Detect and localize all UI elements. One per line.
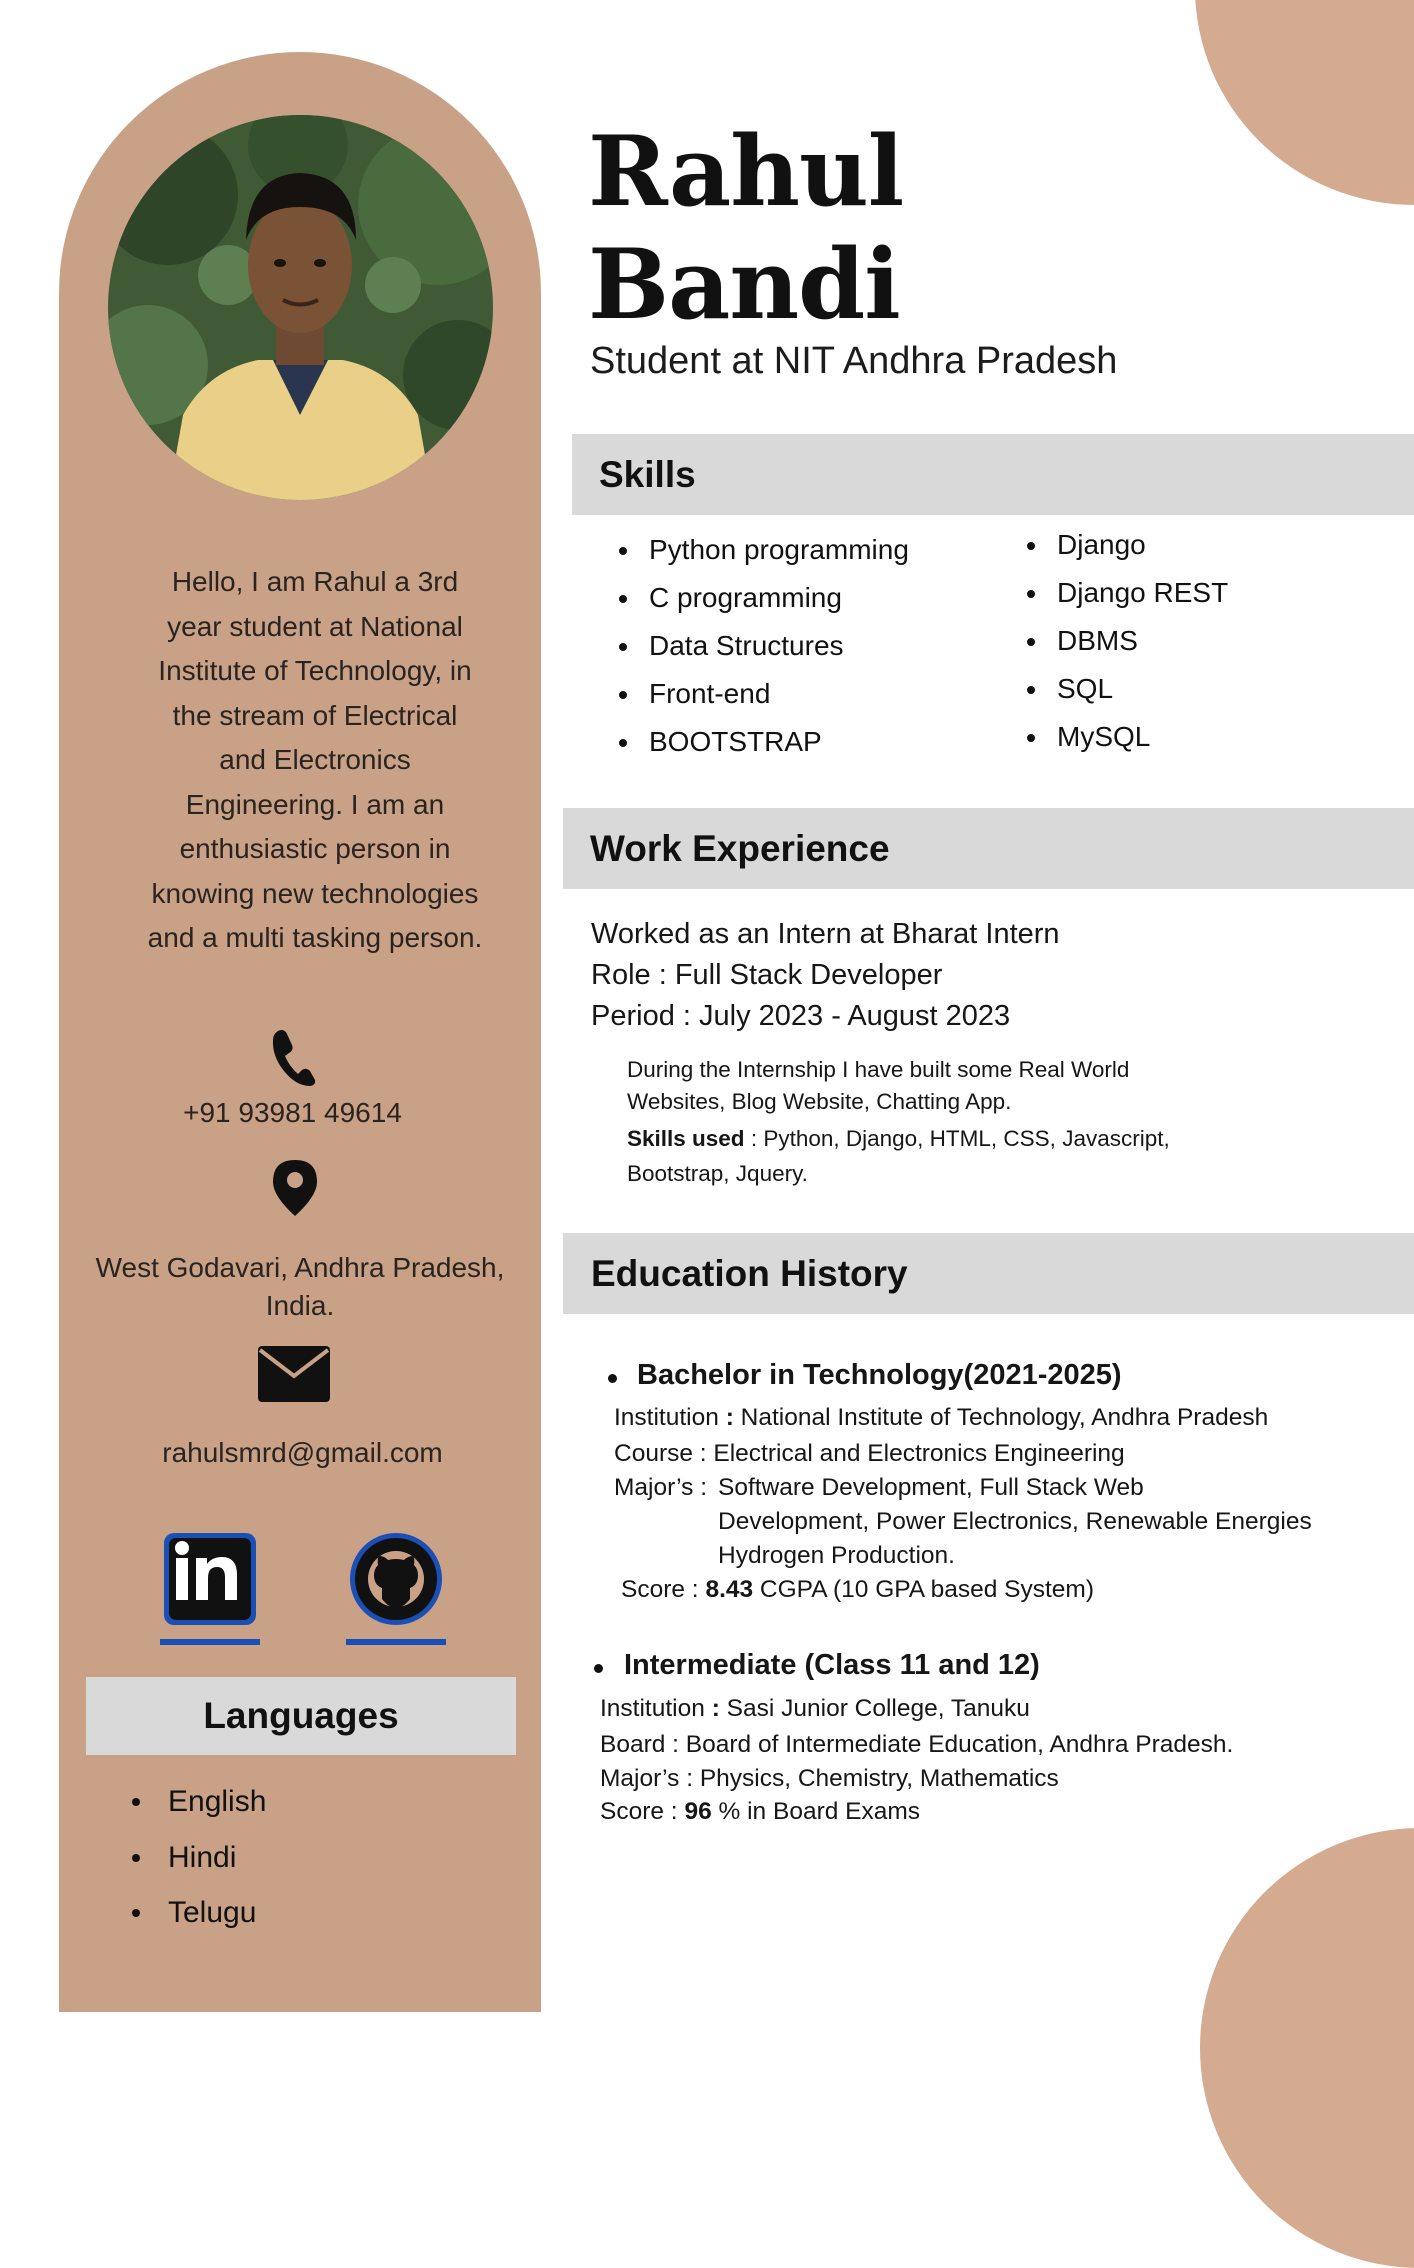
skill-item: Front-end <box>649 674 909 722</box>
work-period: Period : July 2023 - August 2023 <box>591 1000 1011 1032</box>
btech-title: Bachelor in Technology(2021-2025) <box>637 1359 1122 1391</box>
skill-item: BOOTSTRAP <box>649 722 909 770</box>
languages-list <box>168 1780 266 1947</box>
btech-majors: Hydrogen Production. <box>718 1542 955 1569</box>
profile-photo <box>108 115 493 500</box>
value: 8.43 <box>705 1576 754 1603</box>
education-heading <box>563 1233 1414 1314</box>
work-experience-title: Work Experience <box>590 828 890 869</box>
work-skills-used <box>627 1126 1170 1152</box>
about-line: Engineering. I am an <box>185 788 445 820</box>
work-position: Worked as an Intern at Bharat Intern <box>591 918 1060 950</box>
btech-institution <box>614 1404 1268 1432</box>
skill-item: Python programming <box>649 530 909 578</box>
language-item: Hindi <box>168 1836 266 1892</box>
btech-majors-label: Major’s : <box>614 1474 708 1501</box>
work-role: Role : Full Stack Developer <box>591 959 943 991</box>
skills-list-right <box>1057 525 1228 765</box>
about-line: the stream of Electrical <box>172 699 458 731</box>
linkedin-icon <box>160 1533 260 1633</box>
bullet <box>594 1664 603 1673</box>
location-pin-icon <box>273 1160 317 1216</box>
about-line: Institute of Technology, in <box>158 655 472 686</box>
skill-item: DBMS <box>1057 621 1228 669</box>
label: Score : <box>621 1576 706 1603</box>
btech-majors: Development, Power Electronics, Renewable Energies <box>718 1508 1312 1535</box>
label: Institution <box>614 1404 726 1431</box>
intermediate-majors: Major’s : Physics, Chemistry, Mathematics <box>600 1765 1059 1792</box>
language-item: Telugu <box>168 1891 266 1947</box>
intermediate-score <box>600 1798 920 1826</box>
skills-heading <box>572 434 1414 515</box>
languages-heading: Languages <box>86 1677 516 1755</box>
about-text <box>130 560 500 961</box>
intermediate-title: Intermediate (Class 11 and 12) <box>624 1649 1040 1681</box>
skill-item: C programming <box>649 578 909 626</box>
btech-course: Course : Electrical and Electronics Engineering <box>614 1440 1125 1467</box>
value: Sasi Junior College, Tanuku <box>719 1695 1030 1722</box>
about-line: and a multi tasking person. <box>147 922 483 953</box>
skill-item: MySQL <box>1057 717 1228 765</box>
work-description: Websites, Blog Website, Chatting App. <box>627 1089 1012 1114</box>
corner-decoration-bottom <box>1200 1828 1414 2268</box>
intermediate-institution <box>600 1695 1030 1723</box>
colon: : <box>711 1695 720 1722</box>
about-line: enthusiastic person in <box>179 833 451 864</box>
about-line: knowing new technologies <box>151 877 479 909</box>
email-address[interactable]: rahulsmrd@gmail.com <box>162 1437 443 1468</box>
first-name: Rahul <box>588 115 904 228</box>
education-title: Education History <box>591 1253 908 1294</box>
github-icon <box>346 1533 446 1633</box>
work-description: During the Internship I have built some Real World <box>627 1057 1130 1082</box>
work-skills-value: : Python, Django, HTML, CSS, Javascript, <box>744 1126 1170 1151</box>
skill-item: SQL <box>1057 669 1228 717</box>
work-skills-label: Skills used <box>627 1126 745 1151</box>
location-line: West Godavari, Andhra Pradesh, <box>95 1252 505 1283</box>
suffix: CGPA (10 GPA based System) <box>753 1576 1094 1603</box>
about-line: Hello, I am Rahul a 3rd <box>171 566 459 597</box>
skill-item: Data Structures <box>649 626 909 674</box>
intermediate-board: Board : Board of Intermediate Education, Andhra Pradesh. <box>600 1731 1234 1758</box>
skills-list-left <box>649 530 909 770</box>
location-line: India. <box>265 1290 335 1321</box>
bullet <box>608 1374 617 1383</box>
phone-number[interactable]: +91 93981 49614 <box>183 1097 402 1128</box>
linkedin-underline <box>160 1639 260 1645</box>
value: National Institute of Technology, Andhra Pradesh <box>733 1404 1269 1431</box>
work-skills-used-cont: Bootstrap, Jquery. <box>627 1161 808 1186</box>
location-text <box>80 1249 520 1325</box>
about-line: and Electronics <box>219 744 411 775</box>
last-name: Bandi <box>588 228 900 341</box>
about-line: year student at National <box>167 610 463 642</box>
btech-score <box>621 1576 1094 1604</box>
value: 96 <box>684 1798 712 1825</box>
colon: : <box>725 1404 734 1431</box>
label: Score : <box>600 1798 685 1825</box>
corner-decoration-top <box>1195 0 1414 205</box>
skills-title: Skills <box>599 454 696 495</box>
label: Institution <box>600 1695 712 1722</box>
github-underline <box>346 1639 446 1645</box>
subtitle: Student at NIT Andhra Pradesh <box>590 340 1118 382</box>
suffix: % in Board Exams <box>711 1798 921 1825</box>
work-experience-heading <box>563 808 1414 889</box>
github-link[interactable] <box>346 1533 446 1645</box>
phone-icon <box>270 1028 316 1086</box>
linkedin-link[interactable] <box>160 1533 260 1645</box>
envelope-icon <box>258 1346 330 1402</box>
skill-item: Django REST <box>1057 573 1228 621</box>
language-item: English <box>168 1780 266 1836</box>
name-heading <box>588 115 903 341</box>
skill-item: Django <box>1057 525 1228 573</box>
btech-majors: Software Development, Full Stack Web <box>718 1474 1144 1501</box>
